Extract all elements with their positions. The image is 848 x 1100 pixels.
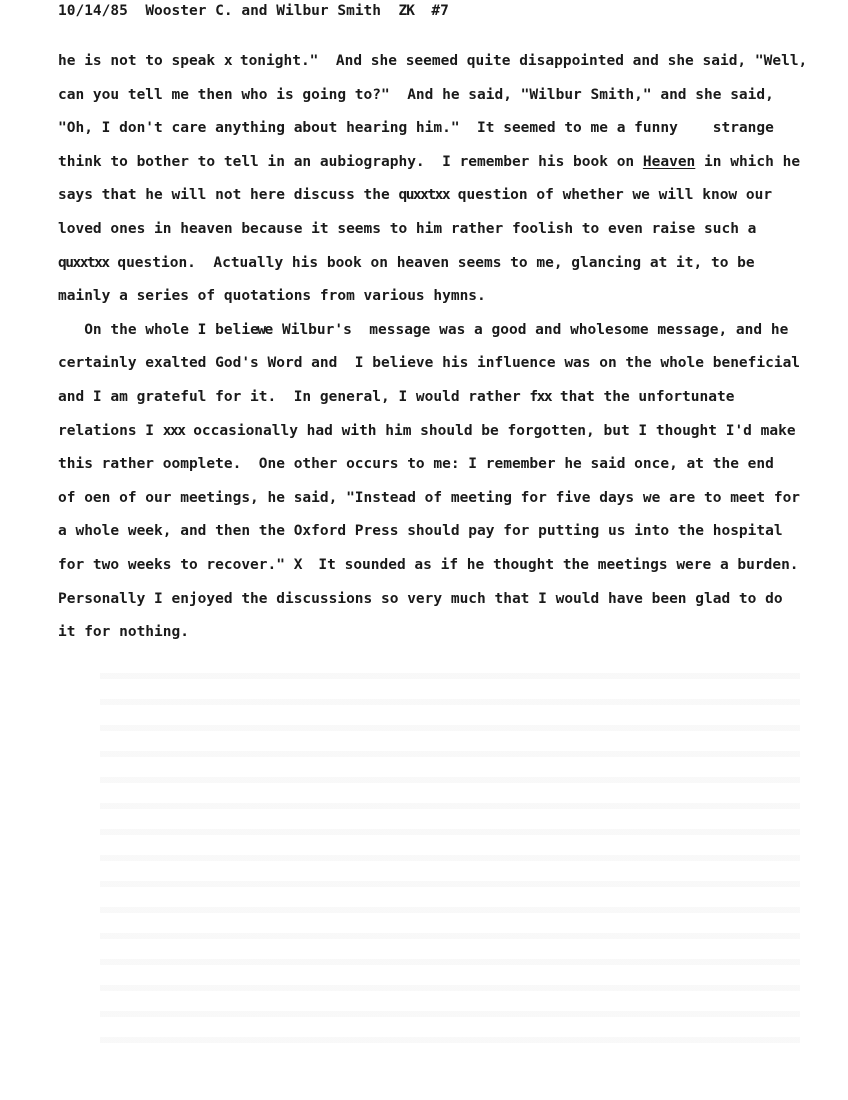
- paragraph-1: [58, 45, 818, 314]
- text-segment: and I am grateful for it. In general, I would rather: [58, 388, 530, 405]
- text-segment: question of whether we will know our: [449, 187, 773, 204]
- text-line: loved ones in heaven because it seems to him rather foolish to even raise such a: [58, 220, 757, 237]
- page-header: [58, 0, 449, 22]
- text-line: Personally I enjoyed the discussions so very much that I would have been glad to do: [58, 590, 783, 607]
- struck-out-text: quxxtxx: [58, 254, 109, 271]
- text-line: "Oh, I don't care anything about hearing him." It seemed to me a funny strange: [58, 120, 774, 137]
- text-line: [58, 45, 818, 79]
- text-line: [58, 179, 818, 213]
- text-line: [58, 247, 818, 281]
- struck-out-text: ew: [250, 321, 265, 338]
- header-struck-text: ZK: [398, 3, 414, 19]
- text-line: [58, 415, 818, 449]
- text-line: certainly exalted God's Word and I believe his influence was on the whole beneficial: [58, 355, 801, 372]
- struck-out-text: X: [293, 556, 301, 573]
- text-line: [58, 314, 818, 348]
- struck-out-text: x: [223, 53, 232, 69]
- text-segment: that the unfortunate: [551, 388, 735, 405]
- text-segment: It sounded as if he thought the meetings were a burden.: [300, 556, 799, 573]
- text-segment: says that he will not here discuss the: [58, 187, 399, 204]
- text-line: [58, 549, 818, 583]
- text-line: a whole week, and then the Oxford Press should pay for putting us into the hospital: [58, 523, 783, 540]
- header-page-number: #7: [431, 3, 449, 19]
- text-segment: On the whole I beli: [58, 321, 251, 338]
- text-line: mainly a series of quotations from various hymns.: [58, 288, 486, 305]
- text-segment: occasionally had with him should be forgotten, but I thought I'd make: [184, 422, 796, 439]
- text-line: can you tell me then who is going to?" And he said, "Wilbur Smith," and she said,: [58, 86, 774, 103]
- struck-out-text: quxxtxx: [398, 187, 450, 204]
- struck-out-text: fxx: [529, 388, 552, 405]
- text-line: [58, 146, 818, 180]
- underlined-book-title: Heaven: [642, 153, 696, 170]
- text-line: [58, 381, 818, 415]
- text-segment: e Wilbur's message was a good and wholesome message, and he: [264, 321, 789, 338]
- paragraph-2: [58, 314, 818, 650]
- text-segment: think to bother to tell in an aubiography. I remember his book on: [58, 153, 643, 170]
- text-segment: relations I: [58, 422, 163, 439]
- reverse-side-show-through: [100, 660, 800, 1050]
- document-body: [58, 45, 818, 650]
- text-line: this rather oomplete. One other occurs to me: I remember he said once, at the end: [58, 456, 774, 473]
- text-line: of oen of our meetings, he said, "Instead of meeting for five days we are to meet for: [58, 489, 801, 506]
- header-names: Wooster C. and Wilbur Smith: [145, 3, 382, 19]
- text-line: it for nothing.: [58, 624, 189, 641]
- text-segment: tonight." And she seemed quite disappointed and she said, "Well,: [231, 53, 808, 69]
- text-segment: in which he: [695, 153, 801, 170]
- text-segment: for two weeks to recover.": [58, 556, 294, 573]
- text-segment: he is not to speak: [58, 53, 224, 69]
- text-segment: question. Actually his book on heaven seems to me, glancing at it, to be: [108, 254, 755, 271]
- struck-out-text: xxx: [162, 422, 185, 439]
- header-date: 10/14/85: [58, 3, 128, 19]
